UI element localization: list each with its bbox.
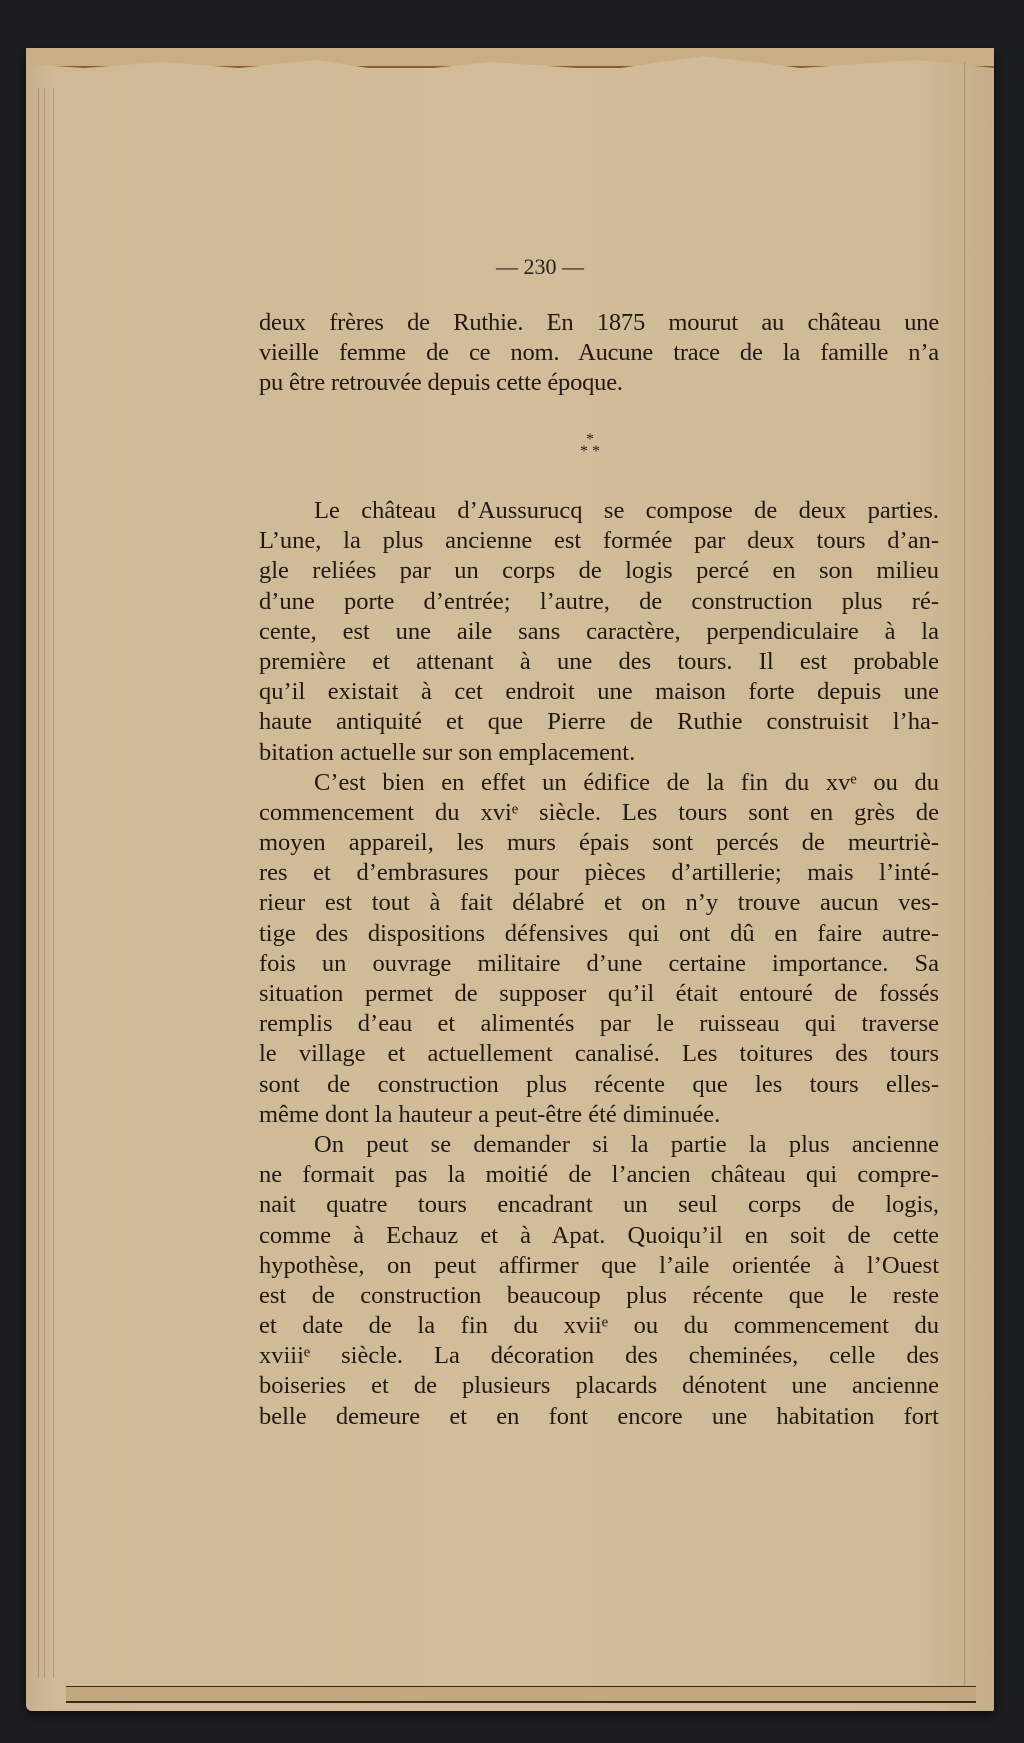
text-line: et date de la fin du xviiᵉ ou du commencement du (259, 1312, 939, 1340)
paragraph-3 (259, 768, 939, 1130)
text-line: même dont la hauteur a peut-être été diminuée. (259, 1100, 721, 1128)
text-line: d’une porte d’entrée; l’autre, de construction plus ré- (259, 587, 939, 615)
text-line: nait quatre tours encadrant un seul corps de logis, (259, 1191, 939, 1219)
text-line: On peut se demander si la partie la plus ancienne (314, 1130, 939, 1158)
page-number: — 230 — (496, 254, 584, 279)
asterism-bottom: * * (580, 443, 600, 460)
text-line: est de construction beaucoup plus récente que le reste (259, 1281, 939, 1309)
text-line: rieur est tout à fait délabré et on n’y trouve aucun ves- (259, 889, 939, 917)
text-line: commencement du xviᵉ siècle. Les tours sont en grès de (259, 798, 939, 826)
stacked-page-edges (38, 88, 54, 1678)
paragraph-4 (259, 1130, 939, 1432)
text-line: vieille femme de ce nom. Aucune trace de la famille n’a (259, 339, 939, 367)
torn-top-edge (26, 48, 994, 68)
text-line: belle demeure et en font encore une habitation fort (259, 1402, 939, 1430)
asterism-separator (560, 431, 620, 460)
text-line: sont de construction plus récente que les tours elles- (259, 1070, 939, 1098)
text-line: bitation actuelle sur son emplacement. (259, 738, 636, 766)
text-line: pu être retrouvée depuis cette époque. (259, 369, 623, 397)
text-line: boiseries et de plusieurs placards dénotent une ancienne (259, 1372, 939, 1400)
text-line: hypothèse, on peut affirmer que l’aile orientée à l’Ouest (259, 1251, 939, 1279)
text-line: cente, est une aile sans caractère, perpendiculaire à la (259, 617, 939, 645)
text-line: situation permet de supposer qu’il était entouré de fossés (259, 980, 939, 1007)
text-line: qu’il existait à cet endroit une maison forte depuis une (259, 678, 939, 706)
bottom-page-edges (66, 1686, 976, 1703)
text-line: C’est bien en effet un édifice de la fin du xvᵉ ou du (314, 768, 939, 796)
text-line: le village et actuellement canalisé. Les toitures des tours (259, 1040, 939, 1068)
page-fold-line (964, 62, 966, 1702)
text-line: gle reliées par un corps de logis percé en son milieu (259, 557, 939, 585)
text-line: L’une, la plus ancienne est formée par deux tours d’an- (259, 527, 939, 555)
paragraph-2 (259, 496, 939, 768)
text-line: deux frères de Ruthie. En 1875 mourut au château une (259, 309, 939, 336)
text-line: ne formait pas la moitié de l’ancien château qui compre- (259, 1161, 939, 1189)
text-line: xviiiᵉ siècle. La décoration des cheminées, celle des (259, 1342, 939, 1370)
body-text (259, 496, 939, 1432)
text-line: remplis d’eau et alimentés par le ruisseau qui traverse (259, 1010, 939, 1038)
text-line: moyen appareil, les murs épais sont percés de meurtriè- (259, 829, 939, 857)
asterism-top: * (586, 431, 594, 448)
text-line: haute antiquité et que Pierre de Ruthie construisit l’ha- (259, 708, 939, 736)
text-line: première et attenant à une des tours. Il est probable (259, 647, 939, 675)
text-line: fois un ouvrage militaire d’une certaine importance. Sa (259, 949, 939, 977)
text-line: comme à Echauz et à Apat. Quoiqu’il en soit de cette (259, 1221, 939, 1249)
text-line: Le château d’Aussurucq se compose de deux parties. (314, 497, 939, 524)
paragraph-1 (259, 308, 939, 399)
text-line: tige des dispositions défensives qui ont dû en faire autre- (259, 919, 939, 947)
text-line: res et d’embrasures pour pièces d’artillerie; mais l’inté- (259, 859, 939, 887)
